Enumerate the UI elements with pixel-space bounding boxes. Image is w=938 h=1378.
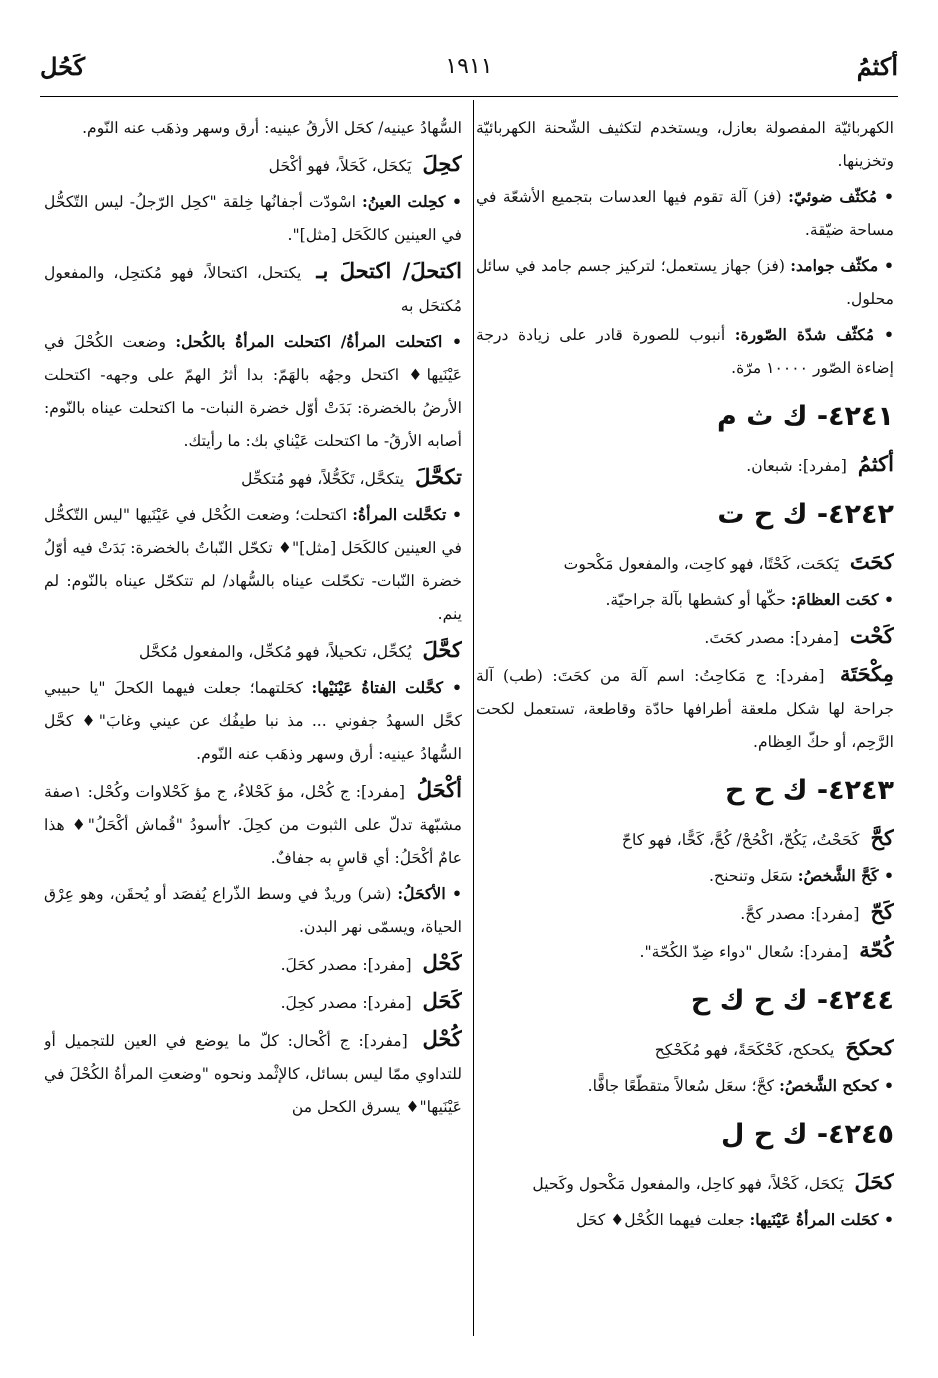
sense-definition: كحَّ؛ سعَل سُعالاً متقطّعًا جافًّا. xyxy=(587,1077,775,1095)
entry-headword: كحَّ xyxy=(870,825,894,850)
continued-text: الكهربائيّة المفصولة بعازل، ويستخدم لتكثيف الشّحنة الكهربائيّة وتخزينها. xyxy=(476,119,894,170)
entry-definition: [مفرد]: ج مَكاحِتُ: اسم آلة من كحَتَ: (طب) آلة جراحة لها شكل ملعقة أطرافها حادّة وقاطعة، تستعمل لكحت الرَّحِم، أو حكّ العِظام. xyxy=(476,667,894,751)
entry-definition: يَكحَل، كَحْلاً، فهو كاحِل، والمفعول مَكْحول وكَحيل xyxy=(532,1175,844,1193)
dictionary-entry xyxy=(44,773,462,875)
entry-headword: كحِلَ xyxy=(422,151,462,176)
dictionary-entry xyxy=(476,1165,894,1201)
sense-item xyxy=(44,498,462,631)
continued-text: السُّهادُ عينيه/ كحَل الأرقُ عينيه: أرق وسهر وذهَب عنه النّوم. xyxy=(82,119,462,137)
running-head-last-word: كَحُل xyxy=(40,52,86,81)
entry-headword: أكْحَلُ xyxy=(416,777,462,802)
entry-headword: كَحَل xyxy=(422,988,462,1013)
sense-label: • تكحَّلت المرأةُ: xyxy=(352,505,462,524)
entry-definition: يَكحَت، كَحْتًا، فهو كاحِت، والمفعول مَكْحوت xyxy=(563,555,839,573)
root-heading: ٤٢٤٢- ك ح ت xyxy=(717,499,894,530)
sense-definition: اسْودّت أجفانُها خِلقة "كحِل الرّجلُ- ليس التّكحُّل في العينين كالكَحَل [مثل]". xyxy=(44,193,462,244)
sense-definition: أنبوب للصورة قادر على زيادة درجة إضاءة الصّور ١٠٠٠٠ مرّة. xyxy=(476,326,894,377)
dictionary-entry xyxy=(44,633,462,669)
sense-label: • كحَت العظامَ: xyxy=(790,590,894,609)
entry-definition: يُكحِّل، تكحيلاً، فهو مُكحِّل، والمفعول مُكحَّل xyxy=(139,643,412,661)
entry-headword: كَحّ xyxy=(870,899,894,924)
root-heading: ٤٢٤١- ك ث م xyxy=(717,401,894,432)
sense-label: • مُكثّف شدّة الصّورة: xyxy=(734,325,894,344)
entry-headword: تكحَّلَ xyxy=(415,464,462,489)
entry-headword: كحَّلَ xyxy=(422,637,462,662)
sense-definition: (شر) وريدٌ في وسط الذّراع يُفصَد أو يُحقَن، وهو عِرْق الحياة، ويسمّى نهر البدن. xyxy=(44,885,462,936)
dictionary-entry xyxy=(476,545,894,581)
root-heading: ٤٢٤٥- ك ح ل xyxy=(721,1119,894,1150)
sense-label: • الأكحَلُ: xyxy=(397,884,462,903)
entry-definition: [مفرد]: مصدر كحِلَ. xyxy=(280,994,412,1012)
page-number: ١٩١١ xyxy=(445,54,493,79)
entry-headword: كَحْت xyxy=(849,623,894,648)
entry-definition: [مفرد]: مصدر كحَلَ. xyxy=(280,956,412,974)
header-rule xyxy=(40,96,898,97)
entry-headword: كَحْل xyxy=(422,950,462,975)
sense-item xyxy=(476,318,894,385)
dictionary-entry xyxy=(44,254,462,323)
entry-headword: كحكحَ xyxy=(845,1035,894,1060)
sense-definition: وضعت الكُحْلَ في عَيْنَيها♦ اكتحل وجهُه بالهَمّ: بدا أثرُ الهمّ على وجهه- اكتحلت الأرضُ بالخضرة: بَدَتْ أوّل خضرة النبات- ما اكتحلت عيناه بالنّوم: أصابه الأرقُ- ما اكتحلت عَيْناي بك: ما رأيتك. xyxy=(44,333,462,450)
sense-label: • كحِلت العينُ: xyxy=(362,192,462,211)
sense-item xyxy=(44,671,462,771)
dictionary-entry xyxy=(44,984,462,1020)
entry-headword: كحَتَ xyxy=(849,549,894,574)
root-heading: ٤٢٤٣- ك ح ح xyxy=(725,775,894,806)
dictionary-entry xyxy=(476,821,894,857)
sense-definition: جعلت فيهما الكُحْل♦ كحَل xyxy=(576,1211,745,1229)
right-column xyxy=(476,112,894,1332)
sense-item xyxy=(44,877,462,944)
sense-item xyxy=(44,325,462,458)
dictionary-entry xyxy=(44,147,462,183)
entry-definition: كَحَحْتُ، يَكُحّ، اكْحُحْ/ كُحَّ، كَحًّا، فهو كاحّ xyxy=(621,831,860,849)
sense-label: • كحَّلت الفتاةُ عَيْنَيْها: xyxy=(311,678,462,697)
dictionary-entry xyxy=(44,460,462,496)
sense-item xyxy=(476,859,894,893)
entry-definition: [مفرد]: شبعان. xyxy=(746,457,847,475)
entry-headword: مِكْحَتَة xyxy=(840,661,894,686)
entry-definition: يكتحل، اكتحالاً، فهو مُكتحِل، والمفعول مُكتحَل به xyxy=(44,264,462,315)
sense-label: • اكتحلت المرأةُ/ اكتحلت المرأةُ بالكُحل: xyxy=(175,332,462,351)
page-header xyxy=(40,50,898,94)
sense-label: • كَحَّ الشَّخصُ: xyxy=(797,866,894,885)
sense-definition: (فز) جهاز يستعمل؛ لتركيز جسم جامد في سائل محلول. xyxy=(476,257,894,308)
sense-item xyxy=(476,1203,894,1237)
dictionary-entry xyxy=(44,1022,462,1124)
entry-headword: كُحّة xyxy=(859,937,894,962)
dictionary-entry xyxy=(476,657,894,759)
entry-headword: اكتحلَ/ اكتحلَ بـ xyxy=(316,258,462,283)
entry-definition: [مفرد]: مصدر كحَّ. xyxy=(740,905,860,923)
entry-definition: يَكحَل، كَحَلاً، فهو أكْحَل xyxy=(268,157,412,175)
dictionary-entry xyxy=(476,1031,894,1067)
sense-item xyxy=(476,180,894,247)
entry-definition: [مفرد]: مصدر كحَتَ. xyxy=(704,629,839,647)
running-head-first-word: أكثمُ xyxy=(856,52,898,81)
sense-definition: حكّها أو كشطها بآلة جراحيّة. xyxy=(605,591,786,609)
left-column xyxy=(44,112,462,1332)
sense-item xyxy=(476,583,894,617)
sense-label: • كحكح الشَّخصُ: xyxy=(779,1076,894,1095)
dictionary-entry xyxy=(476,933,894,969)
sense-label: • كحَلت المرأةُ عَيْنَيها: xyxy=(749,1210,894,1229)
sense-definition: اكتحلت؛ وضعت الكُحْل في عَيْنَيها "ليس التّكحُّل في العينين كالكَحَل [مثل]"♦ تكحّل النّباتُ بالخضرة: بَدَتْ فيه أوّلُ خضرة النّبات- تكحّلت عيناه بالسُّهاد/ لم تتكحّل عيناه بالنّوم: لم ينم. xyxy=(44,506,462,623)
sense-label: • مكثّف جوامد: xyxy=(790,256,894,275)
sense-item xyxy=(44,185,462,252)
entry-headword: كُحْل xyxy=(422,1026,462,1051)
entry-definition: يكحكح، كَحْكَحَةً، فهو مُكَحْكِح xyxy=(654,1041,835,1059)
dictionary-entry xyxy=(476,895,894,931)
entry-definition: [مفرد]: ج كُحْل، مؤ كَحْلاءُ، ج مؤ كَحْلاوات وكُحْل: ١صفة مشبّهة تدلّ على الثبوت من كحِلَ. ٢أسودُ "قُماش أكْحَلُ"♦ هذا عامٌ أكْحَلُ: أي قاسٍ به جفافٌ. xyxy=(44,783,462,867)
entry-headword: أكثمُ xyxy=(857,451,894,476)
entry-definition: [مفرد]: ج أكْحال: كلّ ما يوضع في العين للتجميل أو للتداوي ممّا ليس بسائل، كالإثْمد ونحوه "وضعتِ المرأةُ الكُحْلَ في عَيْنَيها"♦ يسرق الكحل من xyxy=(44,1032,462,1116)
dictionary-entry xyxy=(476,619,894,655)
dictionary-entry xyxy=(476,447,894,483)
column-divider xyxy=(473,100,474,1336)
sense-item xyxy=(476,1069,894,1103)
entry-definition: [مفرد]: سُعال "دواء ضِدّ الكُحّة". xyxy=(639,943,849,961)
sense-definition: كحَلتهما؛ جعلت فيهما الكحلَ "يا حبيبي كحَّل السهدُ جفوني ... مذ نبا طيفُك عن عيني وغابَ"♦ كحَّل السُّهادُ عينيه: أرق وسهر وذهَب عنه النّوم. xyxy=(44,679,462,763)
sense-label: • مُكثّف ضوئيّ: xyxy=(788,187,894,206)
sense-item xyxy=(476,249,894,316)
sense-definition: سَعَل وتنحنح. xyxy=(709,867,793,885)
entry-definition: يتكحَّل، تَكَحُّلاً، فهو مُتكحِّل xyxy=(241,470,405,488)
entry-headword: كحَلَ xyxy=(854,1169,894,1194)
dictionary-entry xyxy=(44,946,462,982)
root-heading: ٤٢٤٤- ك ح ك ح xyxy=(690,985,894,1016)
sense-definition: (فز) آلة تقوم فيها العدسات بتجميع الأشعّة في مساحة ضيّقة. xyxy=(476,188,894,239)
